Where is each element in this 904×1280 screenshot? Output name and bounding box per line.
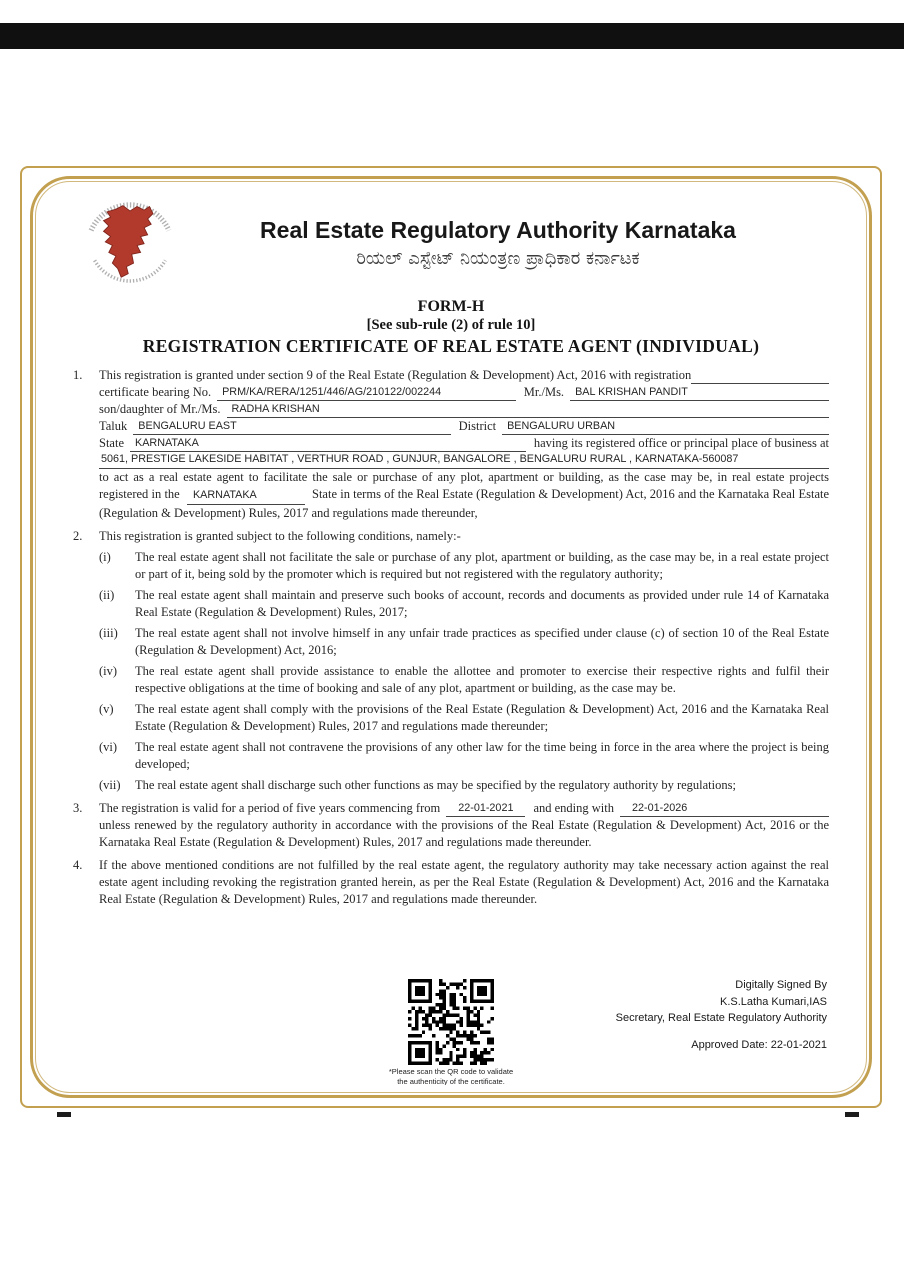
registered-state-value: KARNATAKA [187,488,305,505]
condition-number: (iv) [99,663,118,678]
qr-caption-line-2: the authenticity of the certificate. [397,1076,505,1085]
clause-2 [73,528,829,794]
form-number: FORM-H [417,298,485,315]
purpose-text-1: to act as a real estate agent to facilitate the sale or purchase of any plot, apartment or building, as the case may be, in real estate projects registered in the [99,470,829,502]
authority-title-block [197,217,825,271]
scan-artifact-bar [0,23,904,49]
qr-caption-line-1: *Please scan the QR code to validate [388,1067,514,1076]
mr-ms-label: Mr./Ms. [523,385,565,399]
condition-number: (ii) [99,587,115,602]
state-label: State [99,436,124,450]
certificate-frame-inner [30,176,872,1098]
certificate-title: REGISTRATION CERTIFICATE OF REAL ESTATE AGENT (INDIVIDUAL) [142,336,760,356]
qr-block [361,979,541,1085]
certificate-header [77,195,825,292]
agent-name-value: BAL KRISHAN PANDIT [570,385,696,401]
signatory-designation: Secretary, Real Estate Regulatory Authority [615,1012,827,1024]
condition-text: The real estate agent shall comply with the provisions of the Real Estate (Regulation & Development) Act, 2016 and the Karnataka Real Estate (Regulation & Development) Rules, 2017 and regulations made thereunder; [135,701,829,733]
validity-lead-text: The registration is valid for a period of five years commencing from [99,800,441,815]
condition-text: The real estate agent shall not contravene the provisions of any other law for the time being in force in the area where the project is being developed; [135,739,829,771]
condition-item [99,701,829,735]
clause-1-purpose [99,469,829,522]
expiry-date-value: 22-01-2026 [620,801,699,817]
business-address-value: 5061, PRESTIGE LAKESIDE HABITAT , VERTHUR ROAD , GUNJUR, BANGALORE , BENGALURU RURAL , KARNATAKA-560087 [99,452,829,469]
condition-text: The real estate agent shall discharge such other functions as may be specified by the regulatory authority by regulations; [135,777,736,792]
condition-item [99,587,829,621]
clause-4-number: 4. [73,857,83,872]
condition-text: The real estate agent shall not involve himself in any unfair trade practices as specified under clause (c) of section 10 of the Real Estate (Regulation & Development) Act, 2016; [135,625,829,657]
certificate-frame-outer [20,166,882,1108]
form-title-block [73,298,829,357]
certificate-body [73,367,829,914]
registration-number-value: PRM/KA/RERA/1251/446/AG/210122/002244 [217,385,449,401]
condition-item [99,777,829,794]
certificate-footer [73,977,829,1085]
condition-number: (iii) [99,625,118,640]
parent-name-value: RADHA KRISHAN [227,402,328,418]
district-value: BENGALURU URBAN [502,419,623,435]
taluk-value: BENGALURU EAST [133,419,244,435]
validity-tail-text: unless renewed by the regulatory authority in accordance with the provisions of the Real Estate (Regulation & Development) Act, 2016 or the Karnataka Real Estate (Regulation & Development) Rules, 2017 and regulations made thereunder. [99,817,829,849]
approved-date: Approved Date: 22-01-2021 [691,1039,827,1051]
district-label: District [458,419,497,433]
registered-office-text: having its registered office or principal place of business at [533,436,829,450]
clause-1 [73,367,829,522]
certificate-content [73,193,829,1085]
authority-name-kannada: ರಿಯಲ್ ಎಸ್ಟೇಟ್ ನಿಯಂತ್ರಣ ಪ್ರಾಧಿಕಾರ ಕರ್ನಾಟಕ [356,248,640,270]
condition-number: (v) [99,701,114,716]
purpose-text-2: State in terms of the Real Estate (Regulation & Development) Act, 2016 and the Karnataka Real Estate (Regulation & Development) Rules, 2017 and regulations made thereunder, [99,487,829,520]
condition-item [99,663,829,697]
authority-name: Real Estate Regulatory Authority Karnataka [260,216,736,243]
qr-code [408,979,494,1065]
crop-mark-left [57,1112,71,1117]
condition-number: (vii) [99,777,121,792]
condition-item [99,625,829,659]
underline-fill [328,417,829,418]
signatory-name: K.S.Latha Kumari,IAS [720,995,827,1008]
bearing-no-label: certificate bearing No. [99,385,212,399]
clause-2-intro: This registration is granted subject to the following conditions, namely:- [99,528,461,543]
taluk-label: Taluk [99,419,128,433]
condition-item [99,549,829,583]
clause-3 [73,800,829,851]
commencement-date-value: 22-01-2021 [446,801,525,817]
validity-mid-text: and ending with [533,800,614,815]
underline-fill [449,400,516,401]
crop-mark-right [845,1112,859,1117]
clause-1-number: 1. [73,368,83,382]
karnataka-map-icon [77,195,183,287]
underline-fill [696,400,829,401]
state-value: KARNATAKA [130,436,207,452]
son-daughter-label: son/daughter of Mr./Ms. [99,402,221,416]
condition-item [99,739,829,773]
form-subrule: [See sub-rule (2) of rule 10] [366,317,536,333]
underline-fill [691,383,829,384]
underline-fill [245,434,451,435]
digitally-signed-label: Digitally Signed By [735,979,827,991]
condition-text: The real estate agent shall not facilitate the sale or purchase of any plot, apartment or building, as the case may be, in a real estate project or part of it, being sold by the promoter which is required but not registered with the regulatory authority; [135,549,829,581]
clause-4 [73,857,829,908]
rera-karnataka-logo [77,195,183,292]
clause-1-line-1: This registration is granted under section 9 of the Real Estate (Regulation & Development) Act, 2016 with registration [99,368,692,382]
signature-block [616,977,827,1027]
condition-number: (i) [99,549,111,564]
clause-4-text: If the above mentioned conditions are not fulfilled by the real estate agent, the regulatory authority may take necessary action against the real estate agent including revoking the registration granted herein, as per the Real Estate (Regulation & Development) Act, 2016 and the Karnataka Real Estate (Regulation & Development) Rules, 2017 and regulations made thereunder. [99,857,829,906]
condition-number: (vi) [99,739,118,754]
condition-text: The real estate agent shall maintain and preserve such books of account, records and documents as provided under rule 14 of Karnataka Real Estate (Regulation & Development) Rules, 2017; [135,587,829,619]
clause-3-number: 3. [73,800,83,815]
condition-text: The real estate agent shall provide assistance to enable the allottee and promoter to exercise their respective rights and fulfil their respective obligations at the time of booking and sale of any plot, apartment or building, as the case may be. [135,663,829,695]
clause-2-number: 2. [73,528,83,543]
